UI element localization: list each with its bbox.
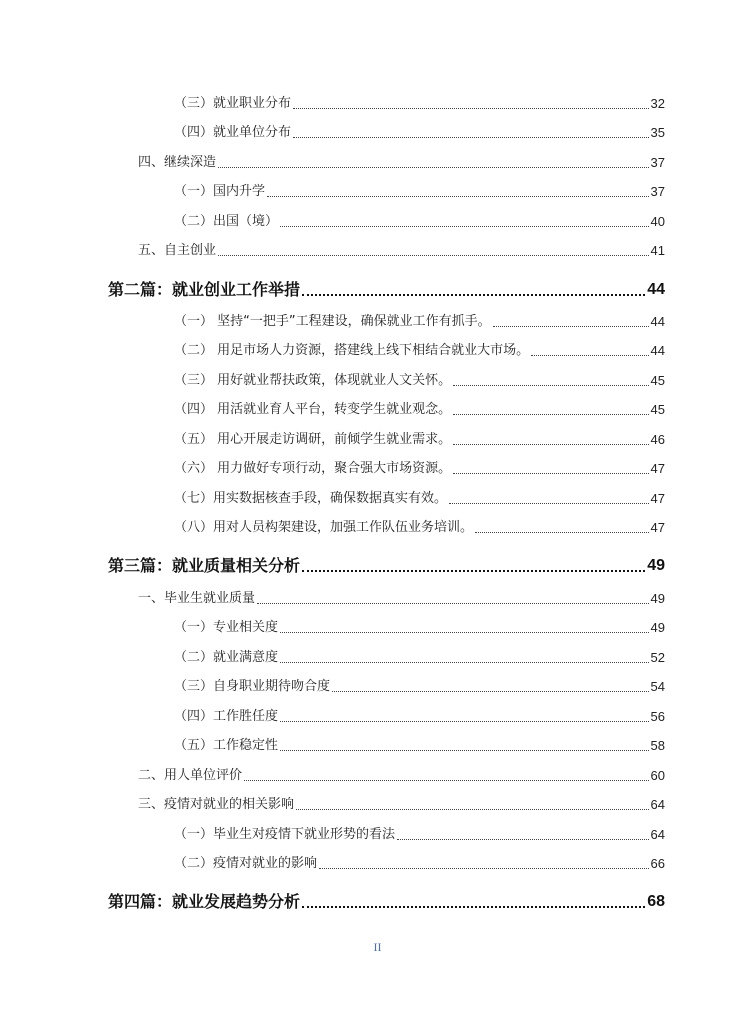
toc-leader-dots bbox=[244, 779, 649, 781]
toc-entry-label: （七）用实数据核查手段，确保数据真实有效。 bbox=[174, 491, 448, 506]
toc-entry-page-number: 68 bbox=[647, 893, 665, 910]
toc-leader-dots bbox=[453, 384, 648, 386]
toc-leader-dots bbox=[332, 690, 649, 692]
toc-entry-page-number: 41 bbox=[650, 243, 665, 258]
toc-part-heading[interactable] bbox=[108, 892, 665, 912]
toc-subsection-entry[interactable] bbox=[174, 620, 665, 636]
toc-entry-label: （二）疫情对就业的影响 bbox=[174, 856, 318, 871]
toc-leader-dots bbox=[293, 136, 649, 138]
toc-subsection-entry[interactable] bbox=[174, 520, 665, 536]
toc-section-entry[interactable] bbox=[138, 243, 665, 259]
toc-entry-label: （六） 用力做好专项行动，聚合强大市场资源。 bbox=[174, 461, 452, 476]
toc-entry-page-number: 44 bbox=[650, 343, 665, 358]
toc-entry-page-number: 49 bbox=[647, 557, 665, 574]
toc-subsection-entry[interactable] bbox=[174, 432, 665, 448]
toc-subsection-entry[interactable] bbox=[174, 491, 665, 507]
toc-subsection-entry[interactable] bbox=[174, 314, 665, 330]
toc-subsection-entry[interactable] bbox=[174, 402, 665, 418]
toc-entry-label: （二）就业满意度 bbox=[174, 650, 279, 665]
toc-subsection-entry[interactable] bbox=[174, 96, 665, 112]
toc-entry-page-number: 58 bbox=[650, 738, 665, 753]
toc-entry-label: 五、自主创业 bbox=[138, 243, 217, 258]
toc-entry-page-number: 52 bbox=[650, 650, 665, 665]
toc-entry-page-number: 37 bbox=[650, 184, 665, 199]
toc-entry-label: （八）用对人员构架建设，加强工作队伍业务培训。 bbox=[174, 520, 474, 535]
toc-entry-label: 四、继续深造 bbox=[138, 155, 217, 170]
toc-leader-dots bbox=[475, 531, 649, 533]
toc-section-entry[interactable] bbox=[138, 155, 665, 171]
toc-entry-label: （一） 坚持“一把手”工程建设，确保就业工作有抓手。 bbox=[174, 314, 491, 329]
toc-entry-page-number: 54 bbox=[650, 679, 665, 694]
toc-leader-dots bbox=[280, 225, 649, 227]
toc-leader-dots bbox=[218, 166, 649, 168]
toc-entry-label: （三）自身职业期待吻合度 bbox=[174, 679, 331, 694]
toc-leader-dots bbox=[319, 867, 649, 869]
toc-subsection-entry[interactable] bbox=[174, 856, 665, 872]
toc-subsection-entry[interactable] bbox=[174, 679, 665, 695]
toc-entry-page-number: 60 bbox=[650, 768, 665, 783]
toc-leader-dots bbox=[218, 254, 649, 256]
toc-subsection-entry[interactable] bbox=[174, 827, 665, 843]
toc-entry-page-number: 64 bbox=[650, 797, 665, 812]
toc-leader-dots bbox=[280, 631, 649, 633]
toc-entry-label: （二） 用足市场人力资源，搭建线上线下相结合就业大市场。 bbox=[174, 343, 530, 358]
toc-entry-page-number: 44 bbox=[647, 281, 665, 298]
toc-leader-dots bbox=[280, 749, 649, 751]
toc-subsection-entry[interactable] bbox=[174, 738, 665, 754]
toc-part-heading[interactable] bbox=[108, 556, 665, 576]
toc-entry-page-number: 44 bbox=[650, 314, 665, 329]
toc-leader-dots bbox=[453, 443, 648, 445]
toc-section-entry[interactable] bbox=[138, 797, 665, 813]
toc-subsection-entry[interactable] bbox=[174, 373, 665, 389]
toc-leader-dots bbox=[453, 472, 648, 474]
toc-entry-label: （五） 用心开展走访调研，前倾学生就业需求。 bbox=[174, 432, 452, 447]
toc-leader-dots bbox=[257, 602, 649, 604]
toc-entry-page-number: 66 bbox=[650, 856, 665, 871]
toc-entry-label: （三）就业职业分布 bbox=[174, 96, 292, 111]
toc-entry-label: 二、用人单位评价 bbox=[138, 768, 243, 783]
toc-subsection-entry[interactable] bbox=[174, 214, 665, 230]
toc-subsection-entry[interactable] bbox=[174, 709, 665, 725]
toc-entry-label: （五）工作稳定性 bbox=[174, 738, 279, 753]
toc-entry-page-number: 32 bbox=[650, 96, 665, 111]
toc-leader-dots bbox=[280, 661, 649, 663]
toc-entry-page-number: 49 bbox=[650, 591, 665, 606]
toc-entry-page-number: 47 bbox=[650, 461, 665, 476]
toc-entry-page-number: 40 bbox=[650, 214, 665, 229]
toc-leader-dots bbox=[493, 325, 649, 327]
toc-part-heading[interactable] bbox=[108, 280, 665, 300]
toc-leader-dots bbox=[397, 838, 649, 840]
toc-entry-label: （四） 用活就业育人平台，转变学生就业观念。 bbox=[174, 402, 452, 417]
toc-entry-page-number: 45 bbox=[650, 402, 665, 417]
toc-entry-label: 三、疫情对就业的相关影响 bbox=[138, 797, 295, 812]
page-number-footer: II bbox=[373, 940, 382, 954]
toc-leader-dots bbox=[302, 905, 645, 908]
toc-entry-page-number: 49 bbox=[650, 620, 665, 635]
toc-entry-page-number: 37 bbox=[650, 155, 665, 170]
toc-entry-page-number: 64 bbox=[650, 827, 665, 842]
toc-section-entry[interactable] bbox=[138, 591, 665, 607]
toc-entry-label: （一）国内升学 bbox=[174, 184, 266, 199]
toc-subsection-entry[interactable] bbox=[174, 461, 665, 477]
toc-entry-label: 第二篇：就业创业工作举措 bbox=[108, 280, 301, 299]
toc-entry-label: 第三篇：就业质量相关分析 bbox=[108, 556, 301, 575]
toc-leader-dots bbox=[302, 569, 645, 572]
toc-leader-dots bbox=[267, 195, 649, 197]
toc-section-entry[interactable] bbox=[138, 768, 665, 784]
toc-entry-page-number: 45 bbox=[650, 373, 665, 388]
toc-subsection-entry[interactable] bbox=[174, 184, 665, 200]
toc-entry-label: （三） 用好就业帮扶政策，体现就业人文关怀。 bbox=[174, 373, 452, 388]
toc-leader-dots bbox=[280, 720, 649, 722]
toc-entry-page-number: 56 bbox=[650, 709, 665, 724]
toc-entry-page-number: 47 bbox=[650, 491, 665, 506]
toc-leader-dots bbox=[293, 107, 649, 109]
toc-leader-dots bbox=[531, 354, 648, 356]
toc-leader-dots bbox=[449, 502, 649, 504]
toc-entry-page-number: 47 bbox=[650, 520, 665, 535]
toc-subsection-entry[interactable] bbox=[174, 125, 665, 141]
toc-leader-dots bbox=[296, 808, 649, 810]
toc-entry-page-number: 35 bbox=[650, 125, 665, 140]
toc-entry-label: 第四篇：就业发展趋势分析 bbox=[108, 892, 301, 911]
toc-entry-label: （二）出国（境） bbox=[174, 214, 279, 229]
toc-subsection-entry[interactable] bbox=[174, 343, 665, 359]
toc-entry-label: （一）毕业生对疫情下就业形势的看法 bbox=[174, 827, 396, 842]
toc-leader-dots bbox=[302, 293, 645, 296]
toc-entry-label: （四）工作胜任度 bbox=[174, 709, 279, 724]
toc-leader-dots bbox=[453, 413, 648, 415]
toc-subsection-entry[interactable] bbox=[174, 650, 665, 666]
toc-entry-page-number: 46 bbox=[650, 432, 665, 447]
toc-entry-label: （一）专业相关度 bbox=[174, 620, 279, 635]
toc-entry-label: （四）就业单位分布 bbox=[174, 125, 292, 140]
toc-entry-label: 一、毕业生就业质量 bbox=[138, 591, 256, 606]
